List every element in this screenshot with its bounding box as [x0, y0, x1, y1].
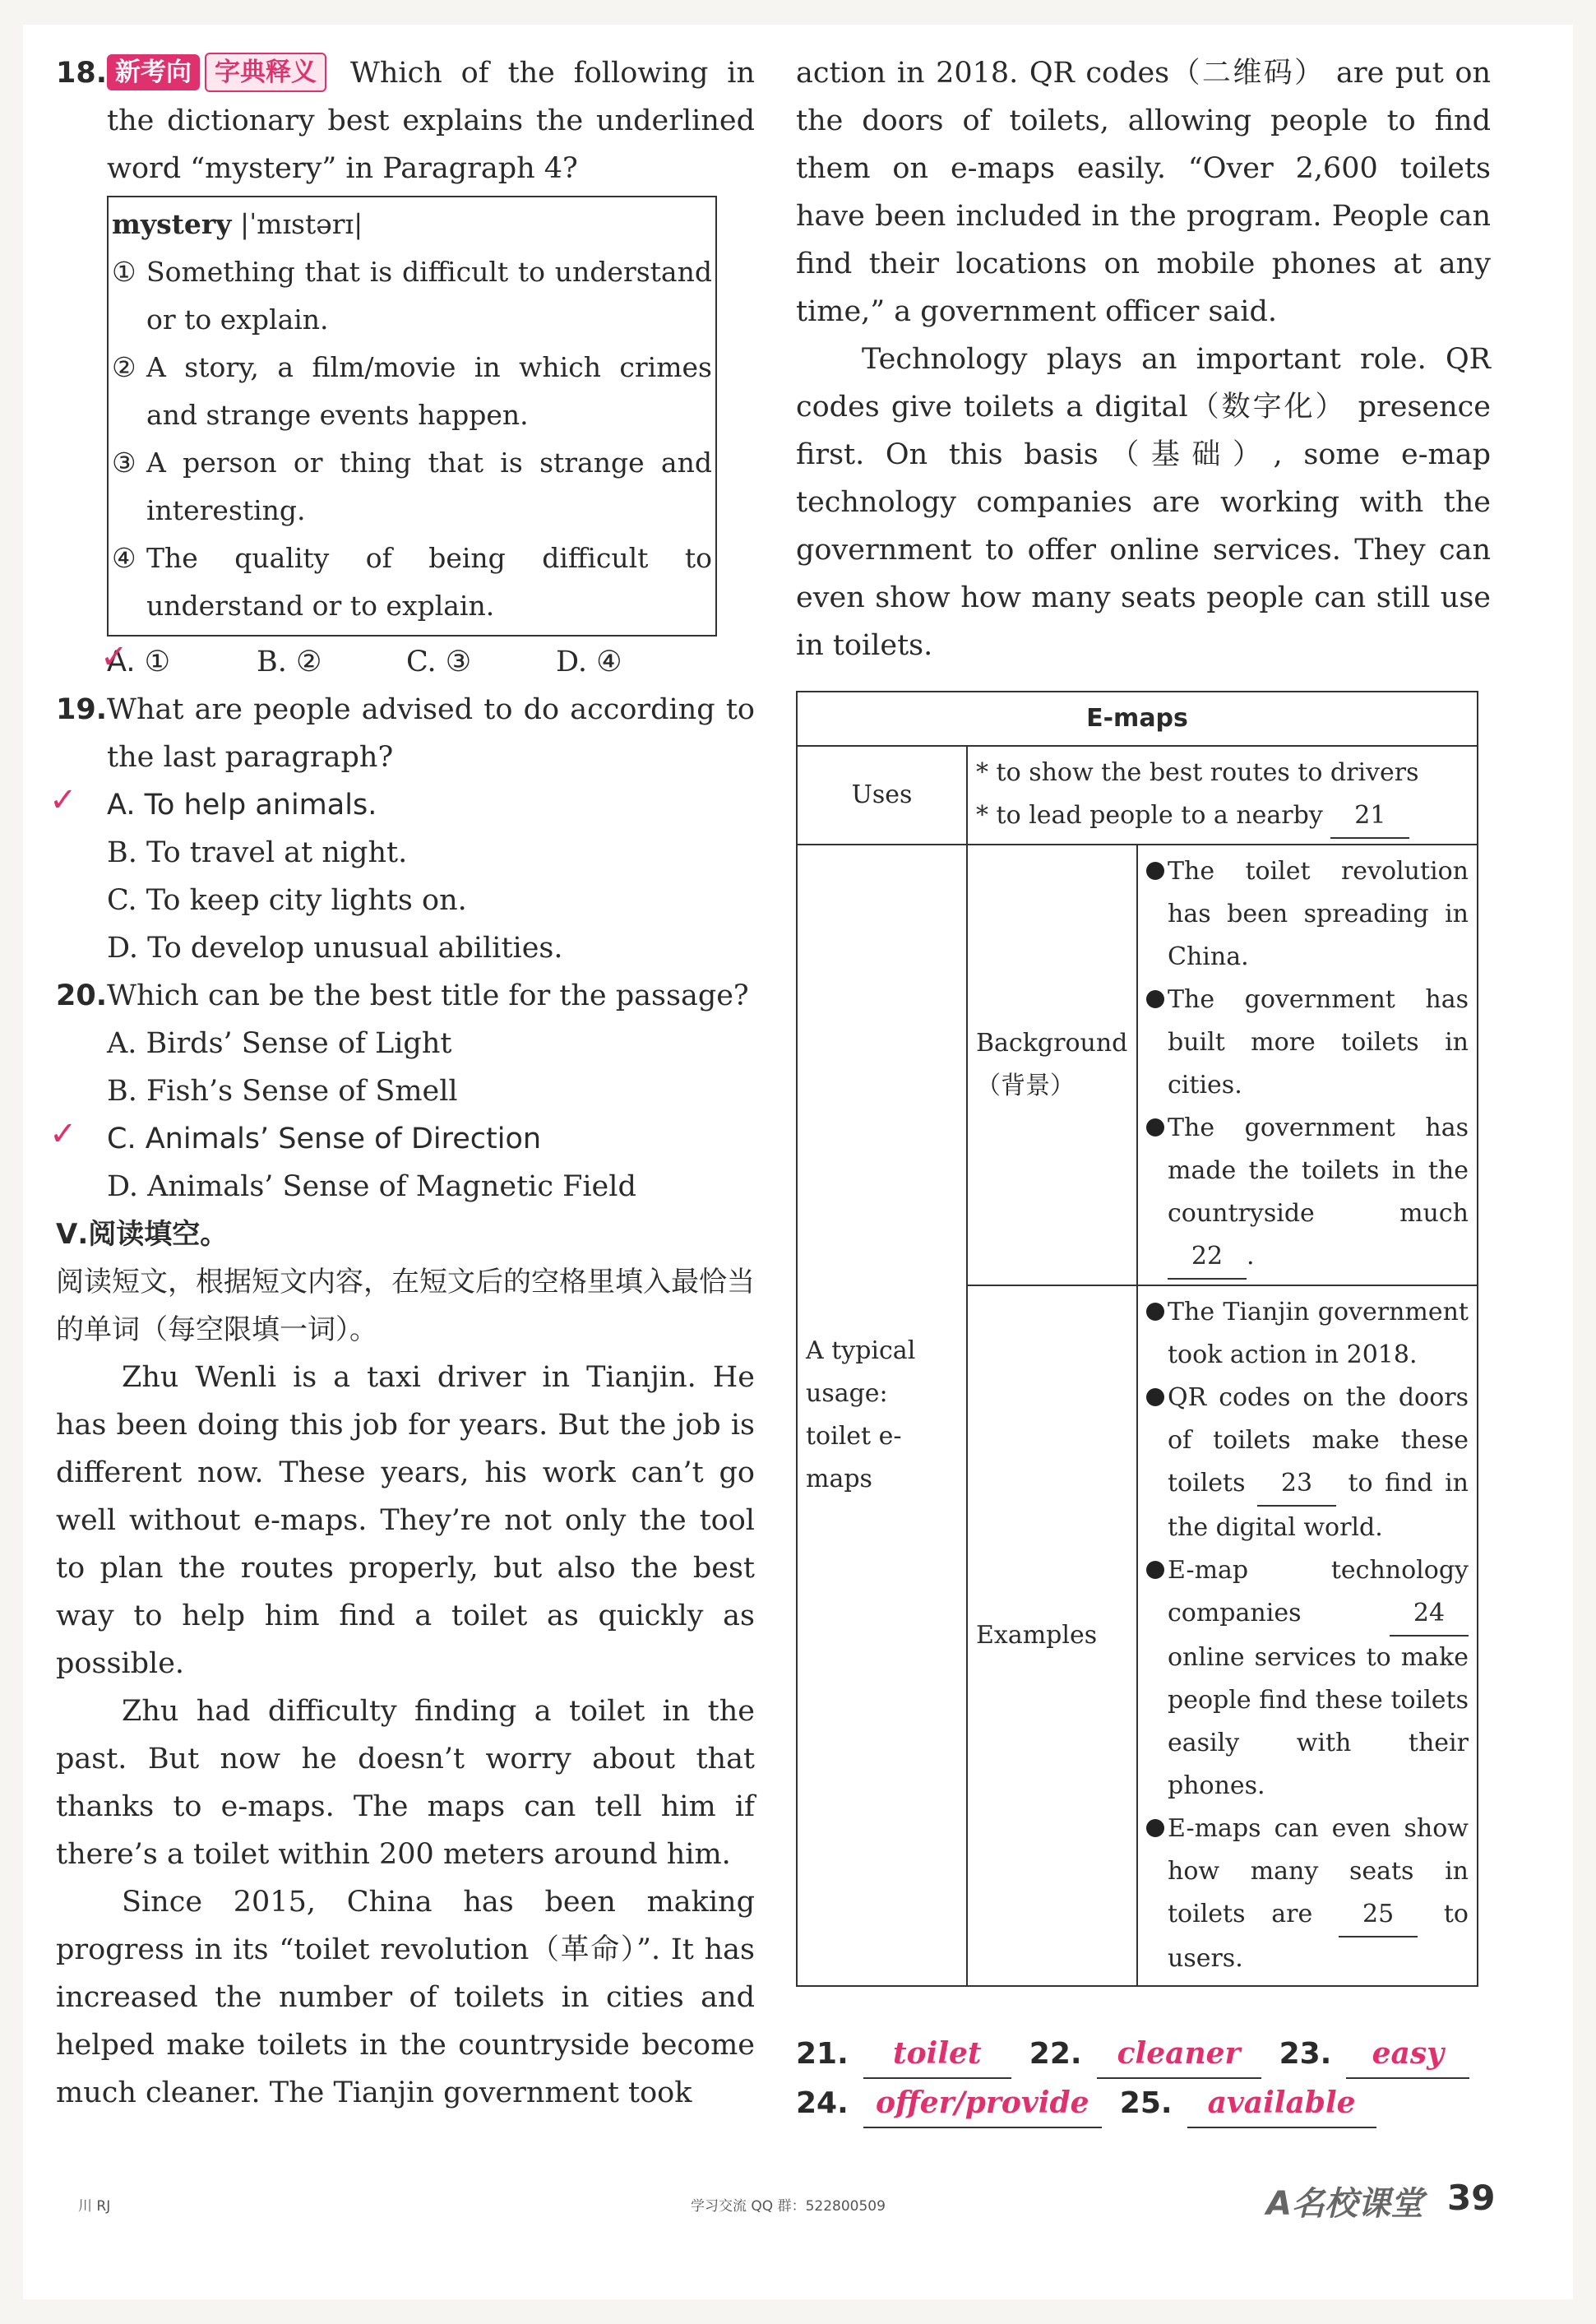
- answer-value[interactable]: offer/provide: [863, 2079, 1102, 2128]
- option-d[interactable]: D. ④: [556, 646, 622, 678]
- passage-paragraph: Zhu Wenli is a taxi driver in Tianjin. He has been doing this job for years. But the job is different now. These years, his work can’t go well without e-maps. They’re not only the tool to plan the routes properly, but also the best way to help him find a toilet as quickly as possible.: [56, 1361, 755, 1680]
- background-cell: [1137, 845, 1478, 1285]
- passage-paragraph: Technology plays an important role. QR codes give toilets a digital（数字化） presence first. On this basis（基础）, some e-map technology companies are working with the government to offer online services. They can even show how many seats people can still use in toilets.: [796, 343, 1491, 662]
- question-number: 18.: [56, 57, 108, 90]
- e-maps-table: [796, 691, 1478, 1987]
- dictionary-tag: 字典释义: [205, 53, 326, 92]
- dictionary-box: [107, 196, 717, 637]
- option-b[interactable]: B. ②: [257, 646, 322, 678]
- table-title: E-maps: [797, 692, 1478, 746]
- question-stem: Which of the following in the dictionary best explains the underlined word “mystery” in Paragraph 4?: [107, 57, 755, 185]
- answer-23: 23. easy: [1279, 2030, 1470, 2079]
- right-column: [796, 49, 1491, 1987]
- option-d[interactable]: D. Animals’ Sense of Magnetic Field: [107, 1170, 636, 1203]
- q18-options: [56, 638, 755, 686]
- question-stem: Which can be the best title for the passage?: [107, 979, 749, 1012]
- uses-item: * to lead people to a nearby 21: [976, 794, 1469, 839]
- answer-25: 25. available: [1120, 2079, 1376, 2128]
- section-instructions: 阅读短文，根据短文内容，在短文后的空格里填入最恰当的单词（每空限填一词）。: [56, 1266, 755, 1346]
- option-d[interactable]: D. To develop unusual abilities.: [107, 932, 563, 965]
- dict-headword: mystery: [112, 208, 232, 240]
- answer-value[interactable]: available: [1187, 2079, 1376, 2128]
- bullet-item: The toilet revolution has been spreading in China.: [1146, 850, 1469, 979]
- option-a[interactable]: A. Birds’ Sense of Light: [107, 1027, 452, 1060]
- blank-24[interactable]: 24: [1390, 1592, 1469, 1637]
- dict-phonetic: |ˈmɪstərɪ|: [239, 208, 363, 240]
- blank-23[interactable]: 23: [1257, 1462, 1336, 1507]
- dict-definition: ④ The quality of being difficult to understand or to explain.: [112, 542, 712, 622]
- answer-21: 21. toilet: [796, 2030, 1011, 2079]
- passage-paragraph: action in 2018. QR codes（二维码） are put on the doors of toilets, allowing people to find them on e-maps easily. “Over 2,600 toilets have been included in the program. People can find their locations on mobile phones at any time,” a government officer said.: [796, 57, 1491, 328]
- bullet-item: E-maps can even show how many seats in toilets are 25 to users.: [1146, 1808, 1469, 1980]
- left-column: [56, 49, 755, 2117]
- answer-value[interactable]: easy: [1346, 2030, 1469, 2079]
- bullet-item: E-map technology companies 24 online services to make people find these toilets easily with their phones.: [1146, 1549, 1469, 1808]
- section-title: Ⅴ.阅读填空。: [56, 1218, 229, 1251]
- question-20: [56, 972, 755, 1020]
- question-number: 19.: [56, 693, 108, 726]
- examples-cell: [1137, 1285, 1478, 1986]
- question-18: [56, 49, 755, 192]
- option-a-checked[interactable]: ✓ A. To help animals.: [56, 781, 755, 829]
- bullet-item: The government has built more toilets in cities.: [1146, 979, 1469, 1107]
- publisher-logo: A名校课堂: [1266, 2185, 1423, 2223]
- answer-value[interactable]: toilet: [863, 2030, 1011, 2079]
- bullet-item: The Tianjin government took action in 2018.: [1146, 1291, 1469, 1377]
- examples-label: Examples: [967, 1285, 1137, 1986]
- option-c[interactable]: C. ③: [406, 646, 472, 678]
- uses-label: Uses: [797, 746, 967, 845]
- dict-definition: ③ A person or thing that is strange and interesting.: [112, 447, 712, 526]
- new-trend-tag: 新考向: [107, 54, 200, 90]
- question-stem: What are people advised to do according to the last paragraph?: [107, 693, 755, 774]
- dict-definition: ① Something that is difficult to understand or to explain.: [112, 256, 712, 336]
- blank-21[interactable]: 21: [1330, 794, 1409, 839]
- typical-usage-label: A typical usage: toilet e-maps: [797, 845, 967, 1986]
- footer-edition: 川 RJ: [78, 2198, 111, 2215]
- answer-24: 24. offer/provide: [796, 2079, 1102, 2128]
- answer-area: [796, 2030, 1491, 2128]
- background-label: Background（背景）: [967, 845, 1137, 1285]
- uses-item: * to show the best routes to drivers: [976, 758, 1419, 787]
- question-19: [56, 686, 755, 781]
- answer-22: 22. cleaner: [1029, 2030, 1261, 2079]
- option-c[interactable]: C. To keep city lights on.: [107, 884, 467, 917]
- question-number: 20.: [56, 979, 108, 1012]
- option-a-checked[interactable]: ✓ A. ①: [107, 638, 257, 686]
- bullet-item: The government has made the toilets in the countryside much 22 .: [1146, 1107, 1469, 1280]
- bullet-item: QR codes on the doors of toilets make these toilets 23 to find in the digital world.: [1146, 1377, 1469, 1549]
- blank-22[interactable]: 22: [1168, 1235, 1247, 1280]
- option-b[interactable]: B. To travel at night.: [107, 836, 408, 869]
- dict-definition: ② A story, a film/movie in which crimes and strange events happen.: [112, 351, 712, 431]
- blank-25[interactable]: 25: [1339, 1893, 1418, 1937]
- passage-paragraph: Zhu had difficulty finding a toilet in the past. But now he doesn’t worry about that thanks to e-maps. The maps can tell him if there’s a toilet within 200 meters around him.: [56, 1695, 755, 1871]
- page-number: 39: [1447, 2178, 1496, 2218]
- answer-value[interactable]: cleaner: [1097, 2030, 1261, 2079]
- passage-paragraph: Since 2015, China has been making progress in its “toilet revolution（革命）”. It has increased the number of toilets in cities and helped make toilets in the countryside become much cleaner. The Tianjin government took: [56, 1886, 755, 2109]
- footer-qq-group: 学习交流 QQ 群：522800509: [691, 2198, 886, 2215]
- option-c-checked[interactable]: ✓ C. Animals’ Sense of Direction: [56, 1115, 755, 1163]
- uses-cell: [967, 746, 1478, 845]
- option-b[interactable]: B. Fish’s Sense of Smell: [107, 1075, 458, 1108]
